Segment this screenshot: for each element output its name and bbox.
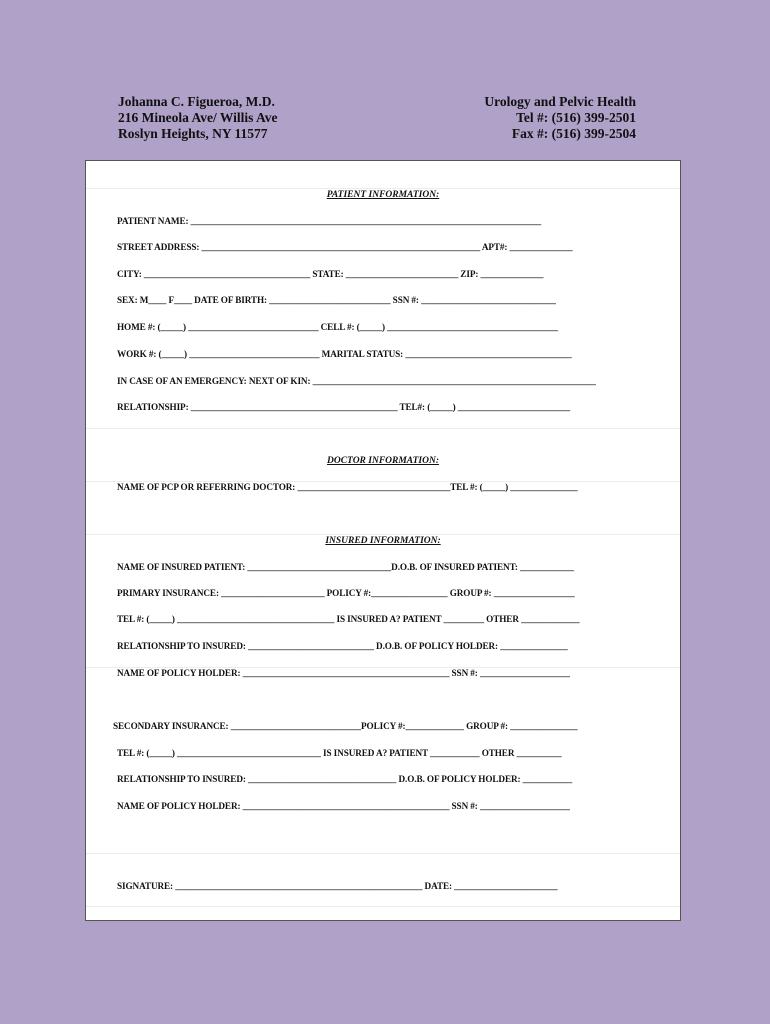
primary-policy-holder-field[interactable]: NAME OF POLICY HOLDER: ______________________________________________ SSN #: ____________________: [117, 668, 570, 678]
referring-doctor-field[interactable]: NAME OF PCP OR REFERRING DOCTOR: __________________________________TEL #: (_____) _______________: [117, 482, 578, 492]
registration-form: [85, 160, 681, 921]
row-divider: [86, 188, 680, 189]
practice-specialty: Urology and Pelvic Health: [484, 94, 636, 109]
row-divider: [86, 534, 680, 535]
sex-dob-ssn-field[interactable]: SEX: M____ F____ DATE OF BIRTH: ___________________________ SSN #: ______________________________: [117, 295, 556, 305]
secondary-tel-insured-field[interactable]: TEL #: (_____) ________________________________ IS INSURED A? PATIENT ___________ OTHER __________: [117, 748, 562, 758]
row-divider: [86, 906, 680, 907]
work-marital-field[interactable]: WORK #: (_____) _____________________________ MARITAL STATUS: _____________________________________: [117, 349, 572, 359]
practice-address-street: 216 Mineola Ave/ Willis Ave: [118, 110, 278, 125]
primary-relationship-field[interactable]: RELATIONSHIP TO INSURED: ____________________________ D.O.B. OF POLICY HOLDER: _______________: [117, 641, 568, 651]
patient-information-title: PATIENT INFORMATION:: [326, 190, 440, 200]
doctor-information-title: DOCTOR INFORMATION:: [327, 456, 439, 466]
relationship-tel-field[interactable]: RELATIONSHIP: ______________________________________________ TEL#: (_____) _________________________: [117, 402, 571, 412]
doctor-name: Johanna C. Figueroa, M.D.: [118, 94, 275, 109]
secondary-policy-holder-field[interactable]: NAME OF POLICY HOLDER: ______________________________________________ SSN #: ____________________: [117, 801, 570, 811]
practice-phone: Tel #: (516) 399-2501: [516, 110, 636, 125]
home-cell-phone-field[interactable]: HOME #: (_____) _____________________________ CELL #: (_____) ______________________________________: [117, 322, 558, 332]
city-state-zip-field[interactable]: CITY: _____________________________________ STATE: _________________________ ZIP: ______________: [117, 269, 544, 279]
practice-fax: Fax #: (516) 399-2504: [511, 126, 636, 141]
practice-header: [118, 94, 278, 142]
signature-date-field[interactable]: SIGNATURE: _______________________________________________________ DATE: _______________________: [117, 881, 558, 891]
row-divider: [86, 853, 680, 854]
emergency-contact-field[interactable]: IN CASE OF AN EMERGENCY: NEXT OF KIN: _______________________________________________________________: [117, 376, 596, 386]
row-divider: [86, 428, 680, 429]
practice-contact: [484, 94, 636, 142]
insured-information-title: INSURED INFORMATION:: [325, 536, 441, 546]
insured-patient-field[interactable]: NAME OF INSURED PATIENT: ________________________________D.O.B. OF INSURED PATIENT: ____________: [117, 562, 575, 572]
patient-name-field[interactable]: PATIENT NAME: ______________________________________________________________________________: [117, 216, 542, 226]
secondary-insurance-field[interactable]: SECONDARY INSURANCE: _____________________________POLICY #:_____________ GROUP #: _______________: [113, 721, 578, 731]
primary-insurance-field[interactable]: PRIMARY INSURANCE: _______________________ POLICY #:_________________ GROUP #: __________________: [117, 588, 575, 598]
street-address-field[interactable]: STREET ADDRESS: ______________________________________________________________ APT#: ______________: [117, 242, 573, 252]
primary-tel-insured-field[interactable]: TEL #: (_____) ___________________________________ IS INSURED A? PATIENT _________ OTHER _____________: [117, 614, 580, 624]
secondary-relationship-field[interactable]: RELATIONSHIP TO INSURED: _________________________________ D.O.B. OF POLICY HOLDER: ___________: [117, 774, 573, 784]
practice-address-city: Roslyn Heights, NY 11577: [118, 126, 268, 141]
